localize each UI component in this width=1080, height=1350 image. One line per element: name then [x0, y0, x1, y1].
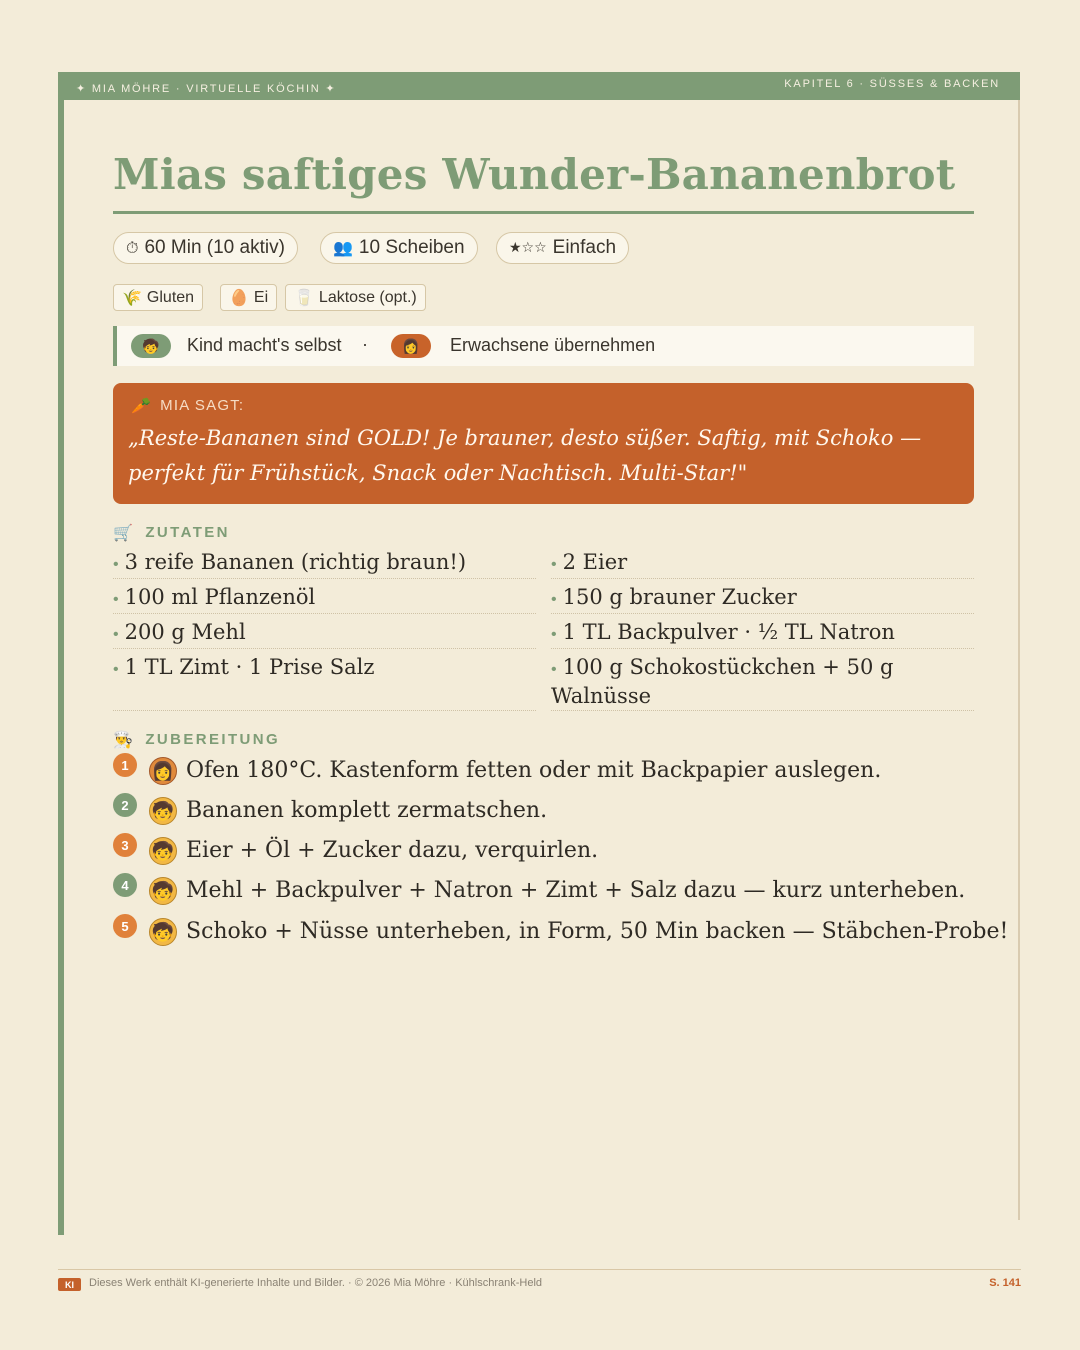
step-text: Mehl + Backpulver + Natron + Zimt + Salz dazu — kurz unterheben. [186, 878, 966, 903]
ingredient-item: • 100 g Schokostückchen + 50 g Walnüsse [551, 654, 974, 711]
ingredient-item: • 100 ml Pflanzenöl [113, 584, 536, 614]
egg-icon: 🥚 [229, 287, 249, 307]
author-label: ✦ MIA MÖHRE · VIRTUELLE KÖCHIN ✦ [76, 83, 337, 95]
title-divider [113, 211, 974, 214]
preparation-heading-label: ZUBEREITUNG [145, 731, 281, 748]
step-number: 1 [113, 753, 137, 777]
footer-disclaimer: Dieses Werk enthält KI-generierte Inhalte und Bilder. · © 2026 Mia Möhre · Kühlschrank-Held [89, 1277, 543, 1289]
allergen-label: Gluten [146, 288, 195, 306]
left-accent-bar [58, 72, 64, 1235]
ingredient-text: 2 Eier [562, 550, 628, 574]
ingredient-item: • 2 Eier [551, 549, 974, 579]
step-text: Bananen komplett zermatschen. [186, 798, 548, 823]
kid-icon: 🧒 [149, 837, 177, 865]
ingredient-item: • 1 TL Zimt · 1 Prise Salz [113, 654, 536, 711]
mia-quote: „Reste-Bananen sind GOLD! Je brauner, desto süßer. Saftig, mit Schoko — perfekt für Frühstück, Snack oder Nachtisch. Multi-Star!" [128, 426, 922, 485]
adult-label: Erwachsene übernehmen [450, 335, 656, 355]
ingredient-item: • 200 g Mehl [113, 619, 536, 649]
ingredient-text: 100 ml Pflanzenöl [124, 585, 316, 609]
role-legend [113, 326, 974, 366]
kid-icon: 🧒 [131, 334, 171, 358]
step-number: 3 [113, 833, 137, 857]
header-bar [58, 72, 1020, 100]
footer-divider [58, 1269, 1021, 1270]
page-number: S. 141 [989, 1277, 1021, 1289]
ingredient-text: 3 reife Bananen (richtig braun!) [124, 550, 467, 574]
separator: · [362, 334, 368, 354]
ingredient-text: 200 g Mehl [124, 620, 246, 644]
adult-icon: 👩 [149, 757, 177, 785]
kid-icon: 🧒 [149, 797, 177, 825]
kid-icon: 🧒 [149, 918, 177, 946]
step-text: Ofen 180°C. Kastenform fetten oder mit Backpapier auslegen. [186, 758, 882, 783]
right-border [1018, 72, 1020, 1220]
allergen-label: Ei [253, 288, 269, 306]
step-number: 2 [113, 793, 137, 817]
servings-label: 10 Scheiben [358, 237, 465, 258]
ingredient-text: 1 TL Zimt · 1 Prise Salz [124, 655, 375, 679]
step-text: Eier + Öl + Zucker dazu, verquirlen. [186, 838, 599, 863]
time-pill [113, 232, 298, 264]
ingredient-item: • 150 g brauner Zucker [551, 584, 974, 614]
difficulty-pill [496, 232, 629, 264]
allergen-label: Laktose (opt.) [318, 288, 417, 306]
allergen-tag-lactose [285, 284, 426, 311]
carrot-icon: 🥕 [131, 395, 153, 415]
stopwatch-icon: ⏱ [126, 238, 139, 257]
cart-icon: 🛒 [113, 522, 136, 542]
ingredient-text: 150 g brauner Zucker [562, 585, 797, 609]
allergen-tag-gluten [113, 284, 203, 311]
mia-label: MIA SAGT: [160, 397, 245, 414]
chef-icon: 👨‍🍳 [113, 729, 136, 749]
grain-icon: 🌾 [122, 287, 142, 307]
kid-icon: 🧒 [149, 877, 177, 905]
milk-icon: 🥛 [294, 287, 314, 307]
servings-pill [320, 232, 478, 264]
time-label: 60 Min (10 aktiv) [144, 237, 285, 258]
mia-label-row [131, 397, 244, 414]
preparation-heading [113, 731, 280, 748]
difficulty-label: Einfach [552, 237, 617, 258]
ingredients-heading [113, 524, 230, 541]
step-text: Schoko + Nüsse unterheben, in Form, 50 Min backen — Stäbchen-Probe! [186, 919, 1009, 944]
chapter-label: KAPITEL 6 · SÜSSES & BACKEN [784, 78, 1000, 90]
ingredients-heading-label: ZUTATEN [145, 524, 230, 541]
ingredient-text: 1 TL Backpulver · ½ TL Natron [562, 620, 895, 644]
kid-label: Kind macht's selbst [187, 335, 342, 355]
step-number: 5 [113, 914, 137, 938]
adult-icon: 👩 [391, 334, 431, 358]
step-number: 4 [113, 873, 137, 897]
star-rating-icon: ★☆☆ [509, 240, 547, 256]
ki-badge: KI [58, 1278, 81, 1291]
people-icon: 👥 [333, 238, 353, 257]
recipe-title: Mias saftiges Wunder-Bananenbrot [113, 150, 956, 199]
allergen-tag-egg [220, 284, 277, 311]
ingredient-text: 100 g Schokostückchen + 50 g Walnüsse [551, 655, 894, 708]
ingredient-item: • 1 TL Backpulver · ½ TL Natron [551, 619, 974, 649]
mia-quote-box [113, 383, 974, 504]
ingredient-item: • 3 reife Bananen (richtig braun!) [113, 549, 536, 579]
